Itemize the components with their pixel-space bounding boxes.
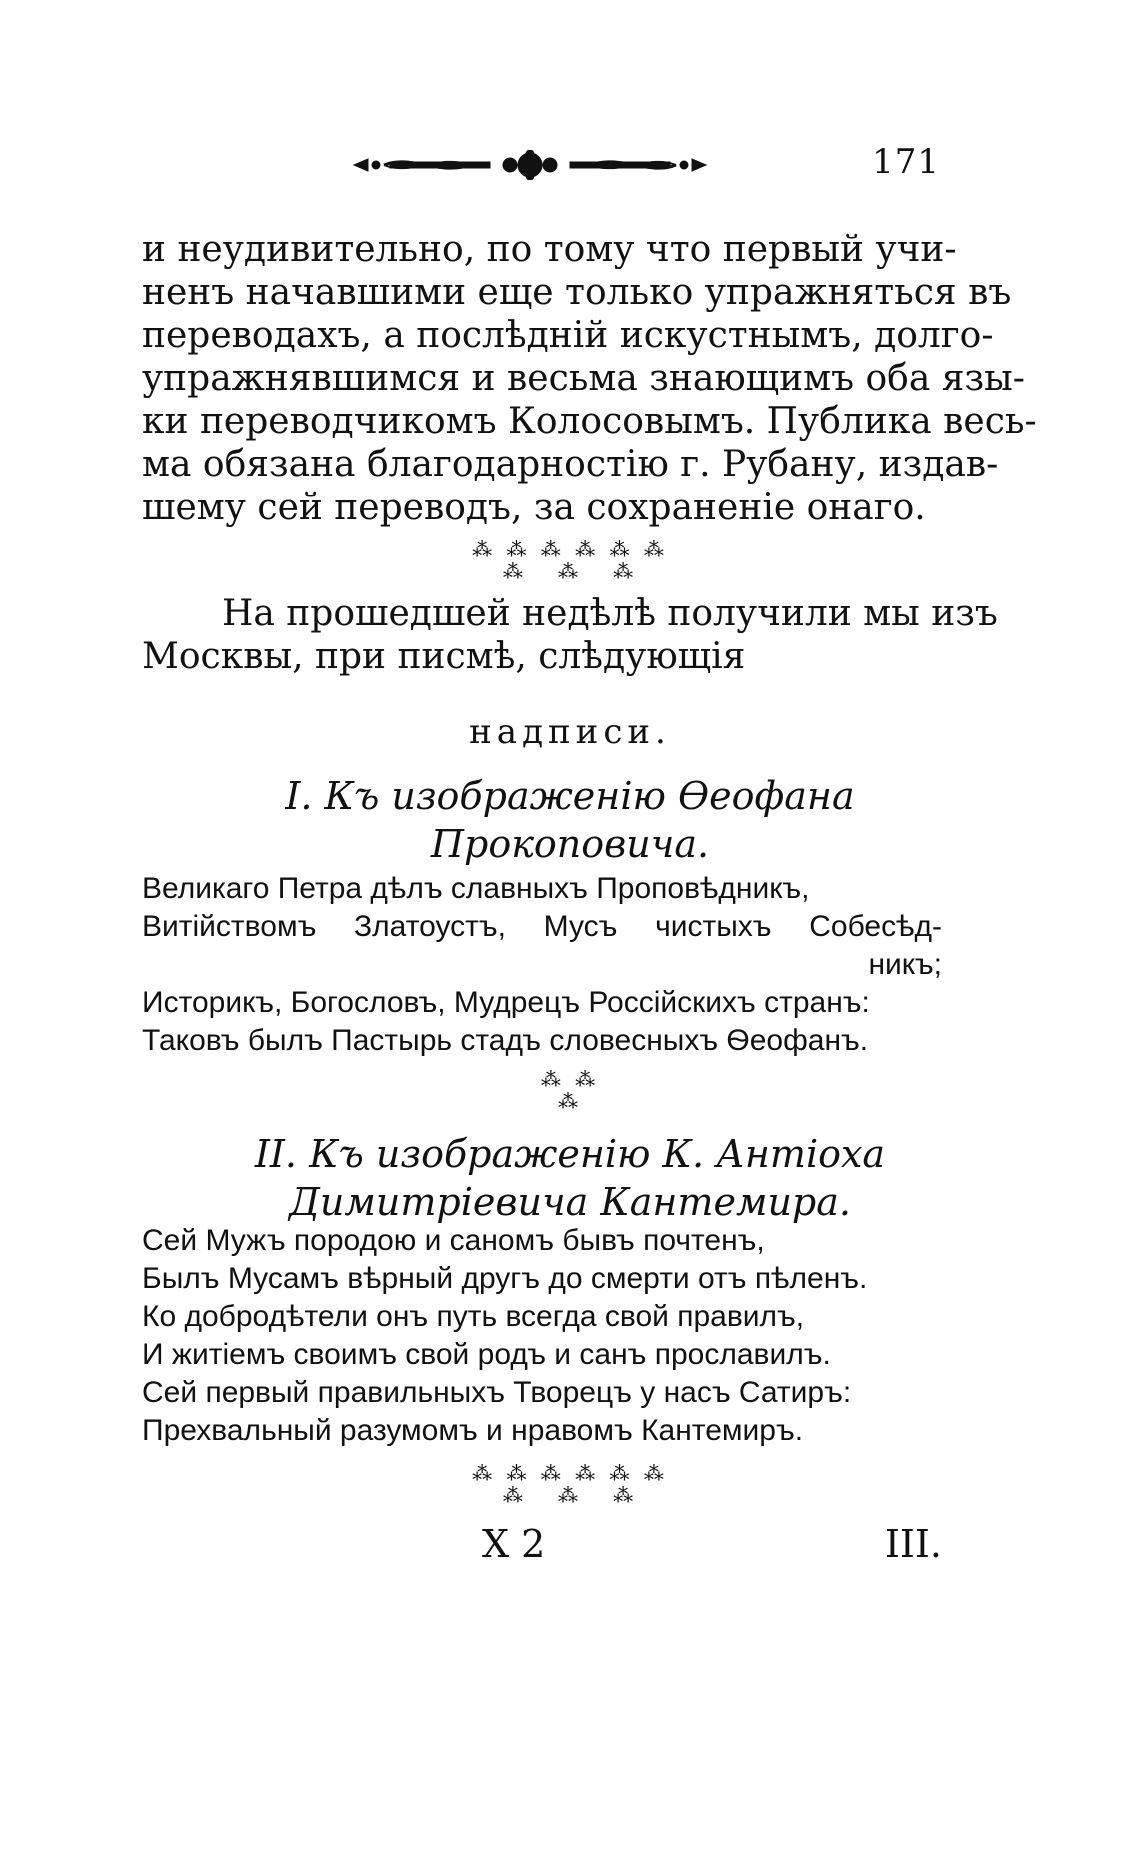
verse-line: И житiемъ своимъ свой родъ и санъ прославилъ.: [142, 1338, 831, 1371]
asterism-row: ⁂ ⁂ ⁂ ⁂ ⁂ ⁂: [472, 1461, 668, 1485]
asterism-separator: [0, 1068, 1140, 1112]
asterism-separator: [0, 538, 1140, 582]
verse-line: Таковъ былъ Пастырь стадъ словесныхъ Ѳеофанъ.: [142, 1024, 869, 1057]
verse-line: Былъ Мусамъ вѣрный другъ до смерти отъ пѣленъ.: [142, 1262, 868, 1295]
title-line: II. Къ изображенiю К. Антiоха: [254, 1132, 886, 1176]
signature-mark: Х 2: [482, 1522, 546, 1566]
header-ornament-icon: [350, 150, 710, 180]
asterism-row: ⁂ ⁂ ⁂ ⁂ ⁂ ⁂: [472, 537, 668, 561]
verse-line: никъ;: [868, 948, 942, 981]
page-footer: [142, 1522, 942, 1572]
paragraph-continuation: [142, 228, 1037, 529]
verse-line: Великаго Петра дѣлъ славныхъ Проповѣдникъ,: [142, 872, 810, 905]
verse-line: Прехвальный разумомъ и нравомъ Кантемиръ.: [142, 1414, 804, 1447]
title-line: I. Къ изображенiю Ѳеофана: [285, 774, 855, 818]
text-line: переводахъ, а послѣднiй искустнымъ, долго-: [142, 315, 994, 356]
inscription-title-2: [0, 1130, 1140, 1226]
inscription-title-1: [0, 772, 1140, 868]
text-line: шему сей переводъ, за сохраненiе онаго.: [142, 487, 926, 528]
text-line: ненъ начавшими еще только упражняться въ: [142, 272, 1012, 313]
inscription-verse-1: [142, 870, 942, 1060]
asterism-row: ⁂ ⁂: [540, 1067, 600, 1091]
title-line: Димитрiевича Кантемира.: [289, 1180, 851, 1224]
inscription-verse-2: [142, 1222, 942, 1450]
paragraph-announcement: [142, 592, 998, 678]
text-line: Москвы, при писмѣ, слѣдующiя: [142, 636, 746, 677]
section-heading: надписи.: [469, 712, 671, 752]
text-line: ки переводчикомъ Колосовымъ. Публика весь-: [142, 401, 1037, 442]
asterism-row: ⁂: [558, 1089, 582, 1113]
text-line: и неудивительно, по тому что первый учи-: [142, 229, 957, 270]
page-header: [140, 142, 940, 192]
text-line: упражнявшимся и весьма знающимъ оба язы-: [142, 358, 1025, 399]
asterism-row: ⁂ ⁂ ⁂: [502, 559, 638, 583]
verse-line: Сей первый правильныхъ Творецъ у насъ Сатиръ:: [142, 1376, 852, 1409]
text-line: На прошедшей недѣлѣ получили мы изъ: [222, 593, 998, 634]
verse-line: Сей Мужъ породою и саномъ бывъ почтенъ,: [142, 1224, 765, 1257]
title-line: Прокоповича.: [430, 822, 710, 866]
verse-line: Историкъ, Богословъ, Мудрецъ Россiйскихъ странъ:: [142, 986, 870, 1019]
text-line: ма обязана благодарностiю г. Рубану, издав-: [142, 444, 999, 485]
catchword: III.: [884, 1522, 942, 1566]
asterism-row: ⁂ ⁂ ⁂: [502, 1483, 638, 1507]
verse-line: Витiйствомъ Златоустъ, Мусъ чистыхъ Собесѣд-: [142, 910, 942, 943]
page-number: 171: [872, 142, 940, 182]
asterism-separator: [0, 1462, 1140, 1506]
verse-line: Ко добродѣтели онъ путь всегда свой правилъ,: [142, 1300, 805, 1333]
